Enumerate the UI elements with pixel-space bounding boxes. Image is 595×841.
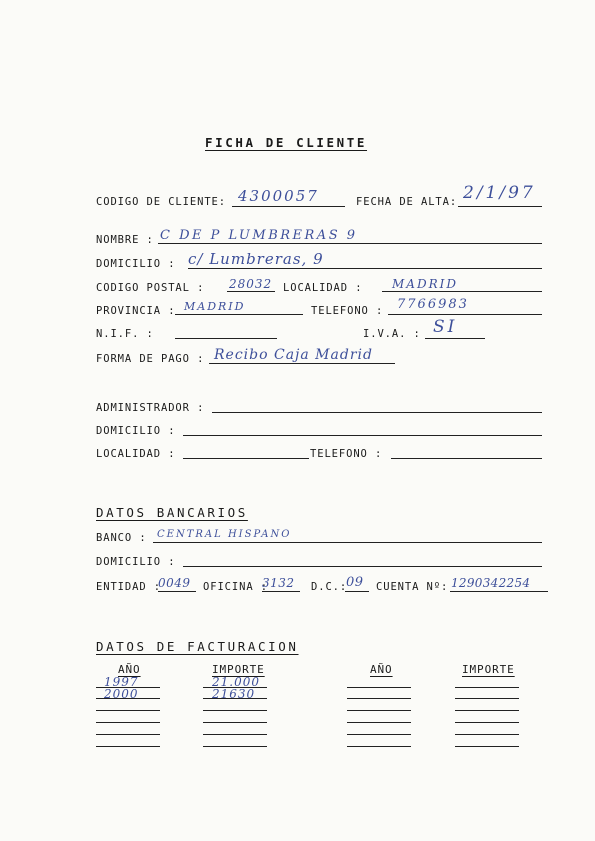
- cuenta-label: CUENTA Nº:: [376, 581, 449, 593]
- oficina-value[interactable]: 3132: [262, 576, 295, 590]
- col-header-importe: IMPORTE: [212, 663, 265, 676]
- provincia-value[interactable]: MADRID: [184, 300, 246, 313]
- localidad-label: LOCALIDAD :: [283, 282, 363, 294]
- admin-telefono-label: TELEFONO :: [310, 448, 383, 460]
- col-header-importe-2: IMPORTE: [462, 663, 515, 676]
- nombre-line: [158, 243, 542, 244]
- admin-telefono-line: [391, 458, 542, 459]
- row-2-ano[interactable]: 2000: [104, 687, 139, 701]
- col-header-ano: AÑO: [118, 663, 141, 676]
- dc-line: [345, 591, 369, 592]
- nif-label: N.I.F. :: [96, 328, 154, 340]
- codigo-value[interactable]: 4300057: [238, 187, 319, 205]
- cp-value[interactable]: 28032: [229, 277, 273, 291]
- nif-line: [175, 338, 277, 339]
- cp-line: [227, 291, 275, 292]
- fecha-line: [458, 206, 542, 207]
- oficina-label: OFICINA :: [203, 581, 268, 593]
- bancarios-title: DATOS BANCARIOS: [96, 505, 248, 520]
- nombre-label: NOMBRE :: [96, 234, 154, 246]
- row-1-ano[interactable]: 1997: [104, 675, 139, 689]
- fecha-value[interactable]: 2/1/97: [463, 183, 536, 203]
- entidad-value[interactable]: 0049: [158, 576, 191, 590]
- cp-label: CODIGO POSTAL :: [96, 282, 205, 294]
- row-1-importe[interactable]: 21.000: [212, 675, 260, 689]
- codigo-label: CODIGO DE CLIENTE:: [96, 196, 226, 208]
- banco-line: [153, 542, 542, 543]
- entidad-label: ENTIDAD :: [96, 581, 161, 593]
- telefono-value[interactable]: 7766983: [397, 297, 469, 312]
- nombre-value[interactable]: C DE P LUMBRERAS 9: [160, 228, 358, 243]
- pago-value[interactable]: Recibo Caja Madrid: [214, 347, 373, 363]
- provincia-label: PROVINCIA :: [96, 305, 176, 317]
- facturacion-title: DATOS DE FACTURACION: [96, 639, 299, 654]
- row-2-importe[interactable]: 21630: [212, 687, 256, 701]
- cuenta-value[interactable]: 1290342254: [451, 576, 531, 590]
- banco-domicilio-line: [183, 566, 542, 567]
- localidad-value[interactable]: MADRID: [392, 277, 458, 291]
- banco-label: BANCO :: [96, 532, 147, 544]
- admin-domicilio-label: DOMICILIO :: [96, 425, 176, 437]
- iva-label: I.V.A. :: [363, 328, 421, 340]
- admin-localidad-label: LOCALIDAD :: [96, 448, 176, 460]
- form-title: FICHA DE CLIENTE: [205, 135, 368, 150]
- domicilio-value[interactable]: c/ Lumbreras, 9: [188, 250, 324, 268]
- codigo-line: [232, 206, 345, 207]
- pago-label: FORMA DE PAGO :: [96, 353, 205, 365]
- fecha-label: FECHA DE ALTA:: [356, 196, 458, 208]
- iva-value[interactable]: SI: [433, 317, 458, 337]
- domicilio-line: [188, 268, 542, 269]
- admin-localidad-line: [183, 458, 309, 459]
- pago-line: [209, 363, 395, 364]
- banco-value[interactable]: CENTRAL HISPANO: [157, 529, 292, 540]
- banco-domicilio-label: DOMICILIO :: [96, 556, 176, 568]
- dc-label: D.C.:: [311, 581, 348, 593]
- oficina-line: [262, 591, 300, 592]
- dc-value[interactable]: 09: [346, 575, 364, 590]
- telefono-label: TELEFONO :: [311, 305, 384, 317]
- admin-label: ADMINISTRADOR :: [96, 402, 205, 414]
- telefono-line: [388, 314, 542, 315]
- provincia-line: [175, 314, 303, 315]
- localidad-line: [382, 291, 542, 292]
- domicilio-label: DOMICILIO :: [96, 258, 176, 270]
- col-header-ano-2: AÑO: [370, 663, 393, 676]
- admin-domicilio-line: [183, 435, 542, 436]
- admin-line: [212, 412, 542, 413]
- iva-line: [425, 338, 485, 339]
- cuenta-line: [450, 591, 548, 592]
- entidad-line: [158, 591, 196, 592]
